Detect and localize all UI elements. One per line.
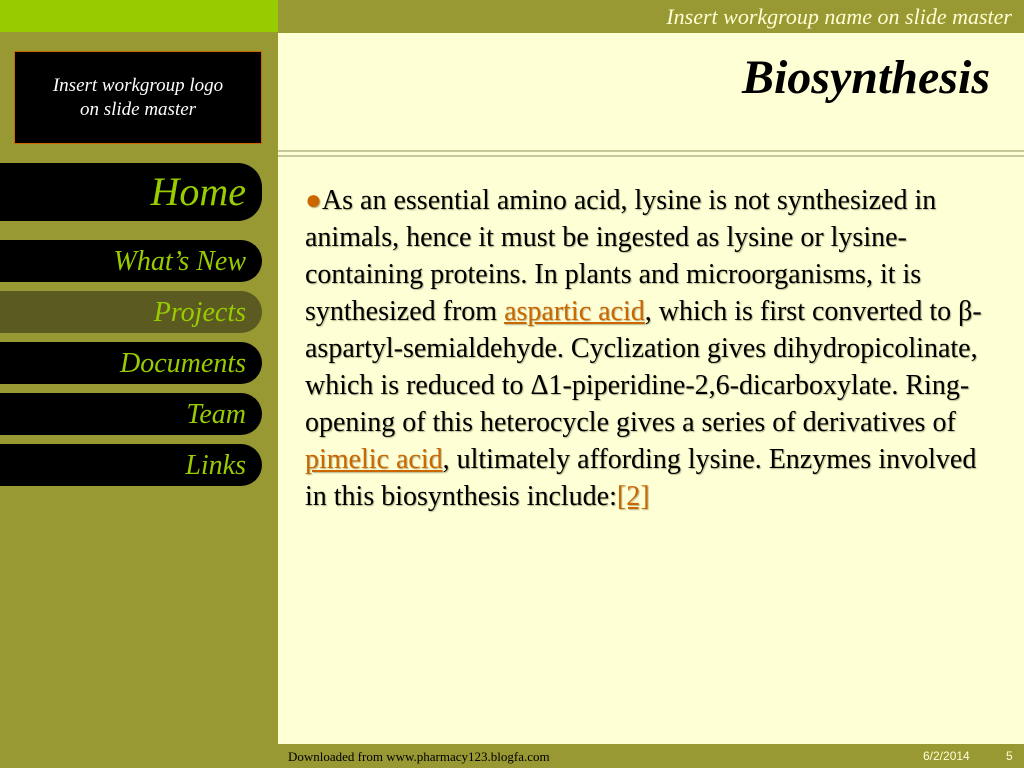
footer-source: Downloaded from www.pharmacy123.blogfa.com xyxy=(288,749,550,764)
footer-date: 6/2/2014 xyxy=(923,749,970,763)
nav-team[interactable]: Team xyxy=(0,393,262,435)
title-divider-1 xyxy=(278,150,1024,152)
link-reference-2[interactable]: [2] xyxy=(616,481,650,512)
slide-body xyxy=(305,182,995,515)
bullet-icon: ● xyxy=(305,185,322,216)
footer-bar xyxy=(278,744,1024,768)
title-divider-2 xyxy=(278,155,1024,157)
body-text-2: , which is first converted to β-aspartyl-semialdehyde. Cyclization gives dihydropicolinate, which is reduced to Δ1-piperidine-2,6-dicarboxylate. Ring-opening of this heterocycle gives a series of derivatives of xyxy=(305,296,982,438)
slide-title: Biosynthesis xyxy=(741,51,990,104)
link-pimelic-acid[interactable]: pimelic acid xyxy=(305,444,443,475)
nav-links[interactable]: Links xyxy=(0,444,262,486)
nav-projects[interactable]: Projects xyxy=(0,291,262,333)
link-aspartic-acid[interactable]: aspartic acid xyxy=(504,296,645,327)
workgroup-name: Insert workgroup name on slide master xyxy=(666,4,1012,29)
top-left-accent xyxy=(0,0,278,32)
body-text-1: As an essential amino acid, lysine is not synthesized in animals, hence it must be ingested as lysine or lysine-containing proteins. In plants and microorganisms, it is synthesized from xyxy=(305,185,937,327)
page-number: 5 xyxy=(1006,749,1013,763)
body-text-3: , ultimately affording lysine. Enzymes involved in this biosynthesis include: xyxy=(305,444,977,512)
footer-left-strip xyxy=(0,744,278,768)
nav-whats-new[interactable]: What’s New xyxy=(0,240,262,282)
header-bar xyxy=(278,0,1024,33)
nav-documents[interactable]: Documents xyxy=(0,342,262,384)
logo-placeholder xyxy=(14,51,262,144)
nav-home[interactable]: Home xyxy=(0,163,262,221)
logo-text: Insert workgroup logo on slide master xyxy=(52,74,224,120)
